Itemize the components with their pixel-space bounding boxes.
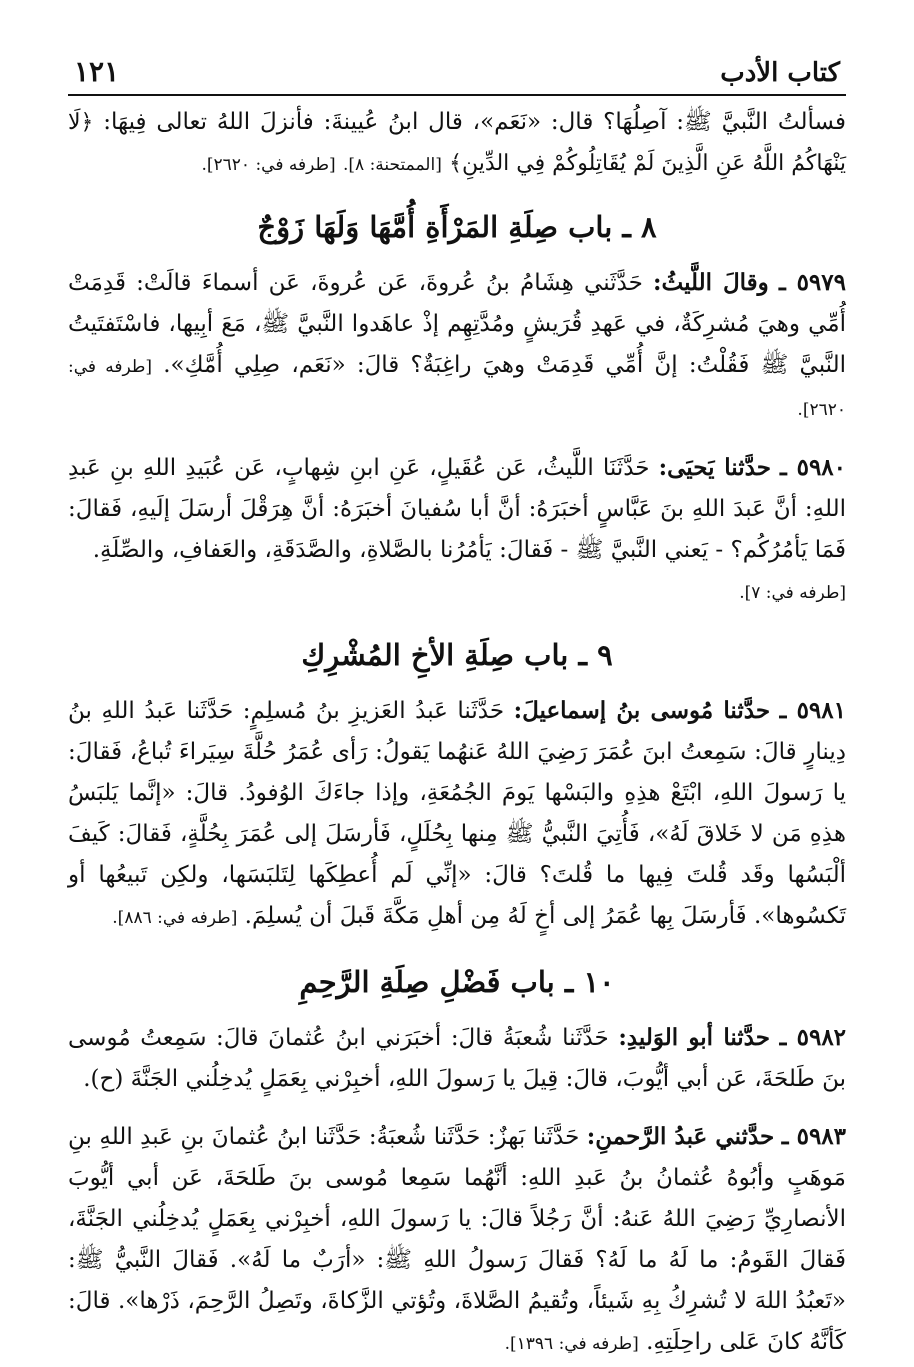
chapter-heading: ٩ ـ باب صِلَةِ الأخِ المُشْرِكِ [301,638,613,672]
chapter-heading: ١٠ ـ باب فَضْلِ صِلَةِ الرَّحِمِ [299,965,615,999]
hadith-paragraph [68,447,846,614]
quran-verse: ﴿لَا يَنْهَاكُمُ اللَّهُ عَنِ الَّذِينَ لَمْ يُقَاتِلُوكُمْ فِي الدِّينِ﴾ [68,110,846,176]
cross-reference: [طرفه في: ٢٦٢٠]. [68,357,846,420]
page-number: ١٢١ [74,55,120,88]
hadith-lead: حدَّثني عَبدُ الرَّحمنِ: [586,1123,775,1150]
hadith-number: ٥٩٨١ ـ [779,697,846,724]
hadith-text: حَدَّثَنَا اللَّيثُ، عَن عُقَيلٍ، عَنِ ابنِ شِهابٍ، عَن عُبَيدِ اللهِ بنِ عَبدِ اللهِ: أنَّ عَبدَ اللهِ بنَ عَبَّاسٍ أخبَرَهُ: أنَّ أبا سُفيانَ أخبَرَهُ: أنَّ هِرَقْلَ أرسَلَ إلَيهِ، فَقالَ: فَمَا يَأمُرُكُم؟ - يَعني النَّبيَّ ﷺ - فَقالَ: يَأمُرُنا بالصَّلاةِ، والصَّدَقَةِ، والعَفافِ، والصِّلَةِ. [68,455,846,563]
hadith-paragraph [68,1116,846,1365]
hadith-text: حَدَّثَني هِشَامُ بنُ عُروةَ، عَن عُروةَ، عَن أسماءَ قالَتْ: قَدِمَتْ أُمِّي وهيَ مُشرِكَةٌ، في عَهدِ قُرَيشٍ ومُدَّتِهِم إذْ عاهَدوا النَّبيَّ ﷺ، مَعَ أبِيها، فاسْتَفتَيتُ النَّبيَّ ﷺ فَقُلْتُ: إنَّ أُمِّي قَدِمَتْ وهيَ راغِبَةٌ؟ قالَ: «نَعَم، صِلِي أُمَّكِ». [68,270,847,378]
hadith-text: حَدَّثَنا بَهزٌ: حَدَّثَنا شُعبَةُ: حَدَّثَنا ابنُ عُثمانَ بنِ عَبدِ اللهِ بنِ مَوهَبٍ وأبُوهُ عُثمانُ بنُ عَبدِ اللهِ: أنَّهُما سَمِعا مُوسى بنَ طَلحَةَ، عَن أبي أيُّوبَ الأنصارِيِّ رَضِيَ اللهُ عَنهُ: أنَّ رَجُلاً قالَ: يا رَسولَ اللهِ، أخبِرْني بِعَمَلٍ يُدخِلُني الجَنَّةَ، فَقالَ القَومُ: ما لَهُ ما لَهُ؟ فَقالَ رَسولُ اللهِ ﷺ: «أرَبٌ ما لَهُ». فَقالَ النَّبيُّ ﷺ: «تَعبُدُ اللهَ لا تُشرِكُ بِهِ شَيئاً، وتُقيمُ الصَّلاةَ، وتُؤتي الزَّكاةَ، وتَصِلُ الرَّحِمَ، ذَرْها». قالَ: كَأنَّهُ كانَ عَلى راحِلَتِهِ. [68,1124,846,1355]
hadith-text: حَدَّثَنا شُعبَةُ قالَ: أخبَرَني ابنُ عُثمانَ قالَ: سَمِعتُ مُوسى بنَ طَلحَةَ، عَن أبي أيُّوبَ، قالَ: قِيلَ يا رَسولَ اللهِ، أخبِرْني بِعَمَلٍ يُدخِلُني الجَنَّةَ (ح). [68,1025,846,1092]
hadith-text: حَدَّثَنا عَبدُ العَزيزِ بنُ مُسلِمٍ: حَدَّثَنا عَبدُ اللهِ بنُ دِينارٍ قالَ: سَمِعتُ ابنَ عُمَرَ رَضِيَ اللهُ عَنهُما يَقولُ: رَأى عُمَرُ حُلَّةَ سِيَراءَ تُباعُ، فَقالَ: يا رَسولَ اللهِ، ابْتَعْ هذِهِ والبَسْها يَومَ الجُمُعَةِ، وإذا جاءَكَ الوُفودُ. قالَ: «إنَّما يَلبَسُ هذِهِ مَن لا خَلاقَ لَهُ»، فَأُتِيَ النَّبيُّ ﷺ مِنها بِحُلَلٍ، فَأرسَلَ إلى عُمَرَ بِحُلَّةٍ، فَقالَ: كَيفَ ألْبَسُها وقَد قُلتَ فِيها ما قُلتَ؟ قالَ: «إنِّي لَم أُعطِكَها لِتَلبَسَها، ولكِن تَبيعُها أو تَكسُوها». فَأرسَلَ بِها عُمَرُ إلى أخٍ لَهُ مِن أهلِ مَكَّةَ قَبلَ أن يُسلِمَ. [68,698,846,929]
cross-reference: [طرفه في: ٢٦٢٠]. [201,155,336,175]
hadith-number: ٥٩٨٠ ـ [780,454,847,481]
hadith-paragraph [68,1017,846,1100]
hadith-lead: حدَّثنا مُوسى بنُ إسماعيلَ: [513,697,771,724]
cross-reference: [طرفه في: ٨٨٦]. [112,908,238,928]
hadith-lead: وقالَ اللَّيثُ: [653,269,769,296]
book-title: كتاب الأدب [720,58,840,88]
continued-paragraph [68,102,846,186]
page-header [68,50,846,96]
chapter-heading: ٨ ـ باب صِلَةِ المَرْأَةِ أُمَّهَا وَلَهَا زَوْجٌ [257,210,657,244]
quran-source: [الممتحنة: ٨]. [342,155,442,175]
intro-text: فسألتُ النَّبيَّ ﷺ: آصِلُهَا؟ قال: «نَعَم»، قال ابنُ عُيينةَ: فأنزلَ اللهُ تعالى فِيهَا: [93,109,846,135]
hadith-number: ٥٩٨٣ ـ [781,1123,847,1150]
hadith-lead: حدَّثنا يَحيَى: [658,454,771,481]
hadith-paragraph [68,262,846,431]
hadith-lead: حدَّثنا أبو الوَليدِ: [618,1024,770,1051]
hadith-paragraph [68,690,846,939]
hadith-number: ٥٩٧٩ ـ [778,269,846,296]
cross-reference: [طرفه في: ٧]. [739,583,846,603]
hadith-number: ٥٩٨٢ ـ [779,1024,847,1051]
cross-reference: [طرفه في: ١٣٩٦]. [504,1334,639,1354]
